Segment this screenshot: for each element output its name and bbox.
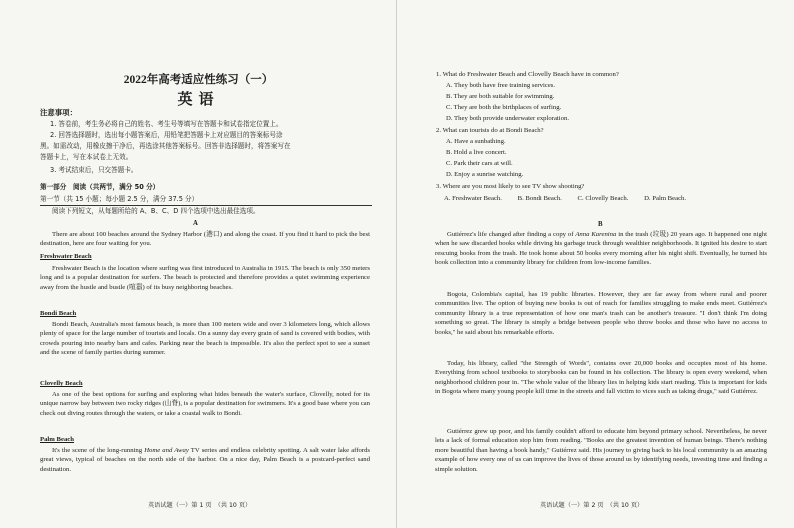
beach-text-clovelly: As one of the best options for surfing and exploring what hides beneath the water's surface, Clovelly, noted for its unique narrow bay between two rocky ridges (山脊), is a popular destination for swimmers. It's a good base where you can check out diving routes through the waters, or take a coastal walk to Bondi. xyxy=(40,391,370,417)
instruction: 阅读下列短文，从每题所给的 A、B、C、D 四个选项中选出最佳选项。 xyxy=(52,207,260,215)
notice-line-2: 2. 回答选择题时，选出每小题答案后，用铅笔把答题卡上对应题目的答案标号涂 xyxy=(50,131,283,139)
passage-b-paragraph-1: Gutiérrez's life changed after finding a copy of Anna Karenina in the trash (垃圾) 20 years ago. It happened one night when he saw discarded books while driving his garbage truck through wealthier neighborhoods. It ignited his desire to start rescuing books from the trash. He took home about 50 books every morning after his night shift. Eventually, he turned his book collection into a community library for children from low-income families. xyxy=(435,231,768,267)
q3-option-c: C. Clovelly Beach. xyxy=(577,195,629,202)
q3-option-d: D. Palm Beach. xyxy=(644,195,687,202)
beach-text-freshwater: Freshwater Beach is the location where surfing was first introduced to Australia in 1915. The beach is only 350 meters long and is a popular destination for surfers. The beach is protected and therefore provides a quiet swimming experience away from the hustle and bustle (喧嚣) of its busy neighboring beaches. xyxy=(40,265,370,291)
q2-option-d: D. Enjoy a sunrise watching. xyxy=(446,171,524,178)
q1-option-c: C. They are both the birthplaces of surfing. xyxy=(446,104,562,111)
page-footer-right: 英语试题（一）第 2 页 （共 10 页） xyxy=(540,502,644,509)
beach-heading-freshwater: Freshwater Beach xyxy=(40,253,92,260)
part-title: 第一部分 阅读（共两节，满分 50 分） xyxy=(40,183,160,191)
q1-option-d: D. They both provide underwater exploration. xyxy=(446,115,570,122)
notice-line-3: 黑。如需改动，用橡皮擦干净后，再选涂其他答案标号。回答非选择题时，将答案写在 xyxy=(40,142,291,150)
q3-option-a: A. Freshwater Beach. xyxy=(444,195,502,202)
beach-text-palm: It's the scene of the long-running Home and Away TV series and endless celebrity spotting. A salt water lake affords great views, typical of beaches on the north side of the harbor. On a nice day, Palm Beach is a postcard-perfect sand destination. xyxy=(40,447,371,473)
passage-b-paragraph-3: Today, his library, called "the Strength of Words", contains over 20,000 books and occupies most of his home. Everything from school textbooks to storybooks can be found in his collection. The library is open every weekend, when neighborhood children pour in. "The whole value of the library lies in helping kids start reading. This is important for kids in Bogota where many young people kill time in the streets and fall victim to vices such as taking drugs," said Gutiérrez. xyxy=(435,360,767,396)
page-footer-left: 英语试题（一）第 1 页 （共 10 页） xyxy=(148,502,252,509)
passage-b-paragraph-2: Bogota, Colombia's capital, has 19 public libraries. However, they are far away from where rural and poorer communities live. The option of buying new books is out of reach for families struggling to make ends meet. Gutiérrez's community library is a true representation of how one man's trash can be another's treasure. "I don't think I'm doing something so great. The library is simply a bridge between people who throw books and those who have no access to books," he said about his remarkable efforts. xyxy=(435,291,767,336)
question-1-stem: 1. What do Freshwater Beach and Clovelly Beach have in common? xyxy=(436,71,619,78)
passage-b-label: B xyxy=(598,221,603,228)
notice-heading: 注意事项： xyxy=(40,108,77,117)
q2-option-a: A. Have a sunbathing. xyxy=(446,138,506,145)
question-2-stem: 2. What can tourists do at Bondi Beach? xyxy=(436,127,544,134)
beach-heading-clovelly: Clovelly Beach xyxy=(40,380,83,387)
passage-a-intro: There are about 100 beaches around the Sydney Harbor (港口) and along the coast. If you find it hard to pick the best destination, here are four waiting for you. xyxy=(40,231,370,248)
beach-heading-palm: Palm Beach xyxy=(40,436,74,443)
q1-option-b: B. They are both suitable for swimming. xyxy=(446,93,555,100)
q2-option-b: B. Hold a live concert. xyxy=(446,149,507,156)
beach-heading-bondi: Bondi Beach xyxy=(40,310,77,317)
tv-series-title: Home and Away xyxy=(144,447,189,454)
notice-line-1: 1. 答卷前，考生务必将自己的姓名、考生号等填写在答题卡和试卷指定位置上。 xyxy=(50,120,283,128)
q3-option-b: B. Bondi Beach. xyxy=(517,195,562,202)
question-3-stem: 3. Where are you most likely to see TV show shooting? xyxy=(436,183,585,190)
notice-line-5: 3. 考试结束后，只交答题卡。 xyxy=(50,166,138,174)
book-title: Anna Karenina xyxy=(575,231,617,238)
passage-b-paragraph-4: Gutiérrez grew up poor, and his family couldn't afford to educate him beyond primary school. Nevertheless, he never lets a lack of formal education stop him from reading. "Books are the greatest invention of human beings. There's nothing more beautiful than having a book handy," Gutiérrez said. His journey to giving back to his local community is an amazing example of how every one of us can improve the lives of those around us by identifying needs, investing time and finding a simple solution. xyxy=(435,428,767,473)
q1-option-a: A. They both have free training services. xyxy=(446,82,556,89)
q3-options xyxy=(444,195,700,202)
subject-title: 英语 xyxy=(177,92,220,108)
beach-text-bondi: Bondi Beach, Australia's most famous beach, is more than 100 meters wide and over 3 kilometers long, which allows plenty of space for the large number of tourists and locals. On a sunny day every grain of sand is covered with bodies, with crowds pouring into nearby bars and cafes. Parking near the beach is impossible. It's also the perfect spot to see a sunset and the scene of family parties during summer. xyxy=(40,321,370,357)
section-title: 第一节（共 15 小题；每小题 2.5 分，满分 37.5 分） xyxy=(40,195,199,203)
notice-line-4: 答题卡上，写在本试卷上无效。 xyxy=(40,153,133,161)
section-rule xyxy=(40,205,372,206)
exam-title: 2022年高考适应性练习（一） xyxy=(123,74,274,86)
passage-a-label: A xyxy=(193,220,198,227)
q2-option-c: C. Park their cars at will. xyxy=(446,160,513,167)
